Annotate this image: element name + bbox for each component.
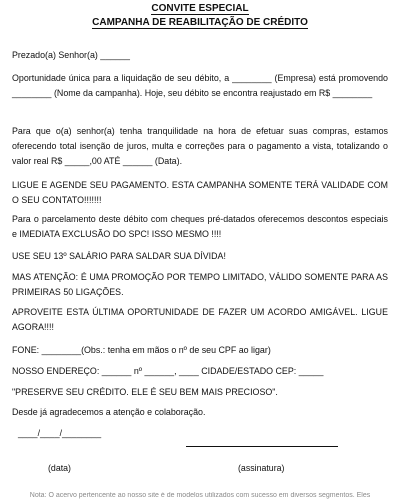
signature-line bbox=[186, 446, 338, 447]
paragraph-limited-time: MAS ATENÇÃO: É UMA PROMOÇÃO POR TEMPO LIMITADO, VÁLIDO SOMENTE PARA AS PRIMEIRAS 50 LIGAÇÕES. bbox=[12, 272, 388, 297]
paragraph-debt-offer: Oportunidade única para a liquidação de seu débito, a ________ (Empresa) está promovendo ________ (Nome da campanha). Hoje, seu débito se encontra reajustado em R$ ________ bbox=[12, 73, 388, 98]
paragraph-installments: Para o parcelamento deste débito com cheques pré-datados oferecemos descontos especiais e IMEDIATA EXCLUSÃO DO SPC! ISSO MESMO !!!! bbox=[12, 214, 388, 239]
paragraph-last-opportunity: APROVEITE ESTA ÚLTIMA OPORTUNIDADE DE FAZER UM ACORDO AMIGÁVEL. LIGUE AGORA!!!! bbox=[12, 307, 388, 332]
paragraph-interest-exemption: Para que o(a) senhor(a) tenha tranquilidade na hora de efetuar suas compras, estamos oferecendo total isenção de juros, multa e correções para o pagamento a vista, totalizando o valor real R$ _____,00 ATÉ ______ (Data). bbox=[12, 126, 388, 166]
paragraph-13th-salary: USE SEU 13º SALÁRIO PARA SALDAR SUA DÍVIDA! bbox=[12, 251, 226, 261]
document-subtitle: CAMPANHA DE REABILITAÇÃO DE CRÉDITO bbox=[92, 17, 308, 28]
signature-label: (assinatura) bbox=[238, 463, 285, 473]
document-title: CONVITE ESPECIAL bbox=[151, 3, 249, 14]
paragraph-call-to-schedule: LIGUE E AGENDE SEU PAGAMENTO. ESTA CAMPANHA SOMENTE TERÁ VALIDADE COM O SEU CONTATO!!!!!!! bbox=[12, 180, 388, 205]
phone-line: FONE: ________(Obs.: tenha em mãos o nº de seu CPF ao ligar) bbox=[12, 345, 271, 355]
signature-block bbox=[0, 428, 400, 473]
closing-line: Desde já agradecemos a atenção e colaboração. bbox=[12, 407, 206, 417]
date-label: (data) bbox=[48, 463, 71, 473]
greeting-line: Prezado(a) Senhor(a) ______ bbox=[12, 50, 130, 60]
slogan-line: "PRESERVE SEU CRÉDITO. ELE É SEU BEM MAIS PRECIOSO". bbox=[12, 387, 278, 397]
address-line: NOSSO ENDEREÇO: ______ nº ______, ____ CIDADE/ESTADO CEP: _____ bbox=[12, 366, 324, 376]
date-blank: ____/____/________ bbox=[18, 428, 102, 438]
footer-note: Nota: O acervo pertencente ao nosso site é de modelos utilizados com sucesso em diversos segmentos. Eles bbox=[29, 492, 371, 499]
